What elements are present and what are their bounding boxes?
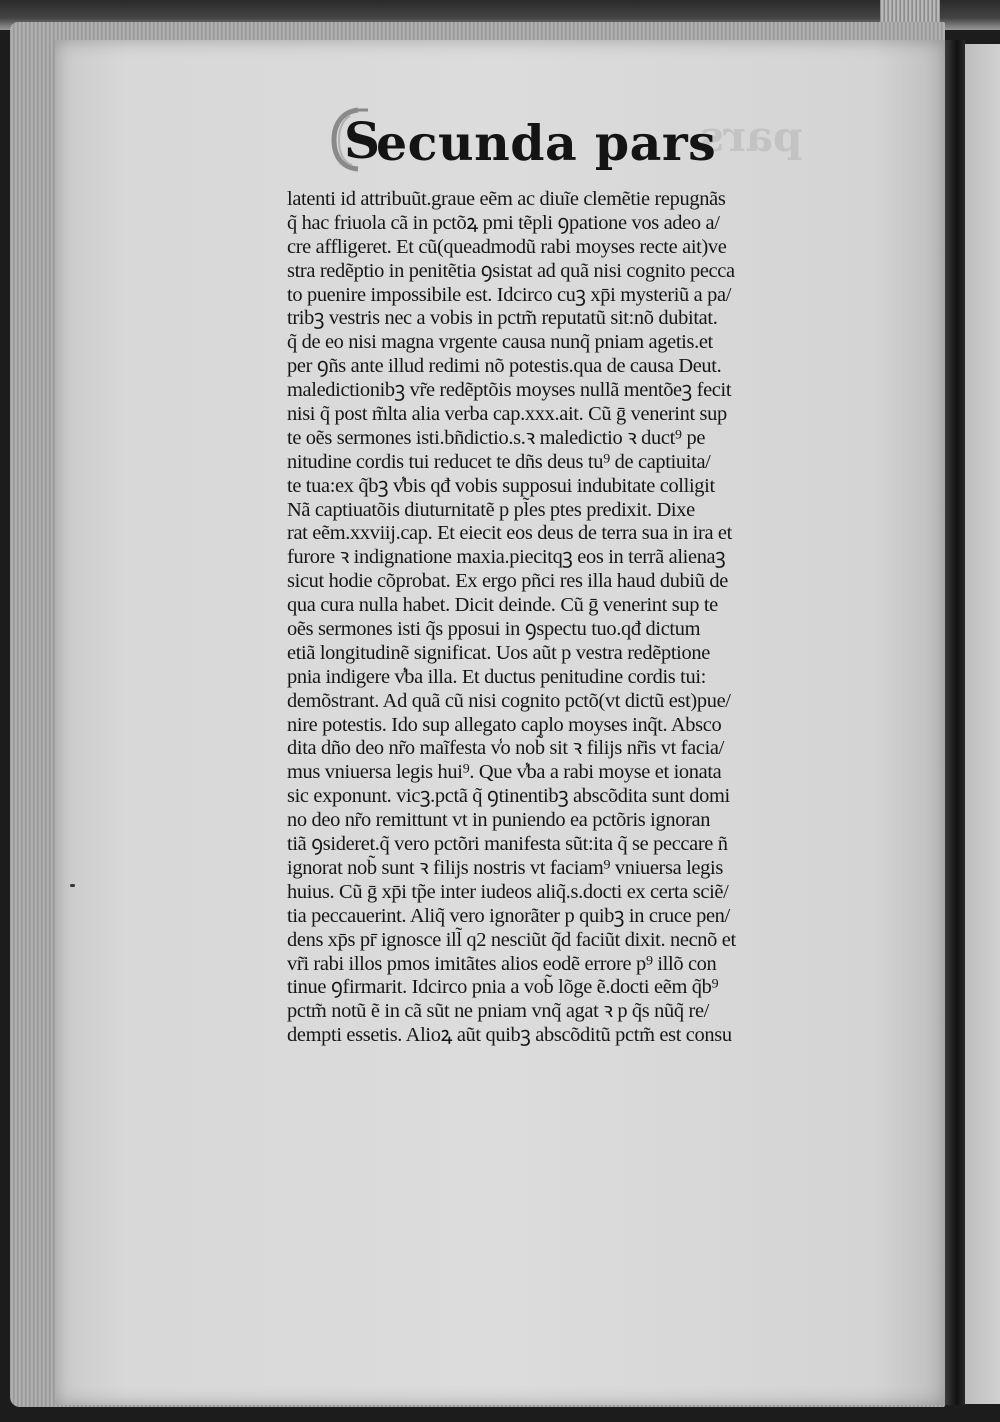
text-line: dita dño deo nr̃o maĩfesta v̾o nob̃ sit ꝛ filijs nr̃is vt facia/ xyxy=(287,737,724,760)
text-line: sicut hodie cõprobat. Ex ergo pñci res illa haud dubiũ de xyxy=(287,570,728,593)
ink-spot xyxy=(70,884,75,887)
text-line: te tua:ex q̃bꝫ v̾bis qđ vobis supposui indubitate colligit xyxy=(287,474,715,497)
text-line: latenti id attribuũt.graue eẽm ac diuĩe clemẽtie repugnãs xyxy=(287,188,726,210)
text-line: q̃ hac friuola cã in pctõꝝ pmi tẽpli ꝯpatione vos adeo a/ xyxy=(287,211,720,234)
text-line: tiã ꝯsideret.q̃ vero pctõri manifesta sũt:ita q̃ se peccare ñ xyxy=(287,833,728,856)
text-line: dens xp̄s pr̄ ignosce ill̃ q2 nesciũt q̃d faciũt dixit. necnõ et xyxy=(287,928,736,951)
text-line: etiã longitudinẽ significat. Uos aũt p vestra redẽptione xyxy=(287,641,710,664)
decorated-initial xyxy=(328,106,381,172)
facing-page-edge xyxy=(965,44,1000,1404)
text-line: pnia indigere v̾ba illa. Et ductus penitudine cordis tui: xyxy=(287,665,707,688)
text-line: pctm̃ notũ ẽ in cã sũt ne pniam vnq̃ agat ꝛ p q̃s nũq̃ re/ xyxy=(287,1000,710,1023)
text-line: ignorat nob̃ sunt ꝛ filijs nostris vt faciam⁹ vniuersa legis xyxy=(287,856,723,879)
text-line: nire potestis. Ido sup allegato caplo moyses inq̃t. Absco xyxy=(287,713,722,736)
text-line: Nã captiuatõis diuturnitatẽ p pl̃es ptes predixit. Dixe xyxy=(287,498,695,521)
text-line: cre affligeret. Et cũ(queadmodũ rabi moyses recte ait)ve xyxy=(287,235,727,258)
text-line: demõstrant. Ad quã cũ nisi cognito pctõ(vt dictũ est)pue/ xyxy=(287,689,731,712)
text-line: no deo nr̃o remittunt vt in puniendo ea pctõris ignoran xyxy=(287,809,711,832)
text-line: stra redẽptio in penitẽtia ꝯsistat ad quã nisi cognito pecca xyxy=(287,259,735,282)
body-text-block xyxy=(287,188,857,1048)
text-line: per ꝯñs ante illud redimi nõ potestis.qua de causa Deut. xyxy=(287,355,722,378)
text-line: q̃ de eo nisi magna vrgente causa nunq̃ pniam agetis.et xyxy=(287,331,713,354)
text-line: nitudine cordis tui reducet te dñs deus tu⁹ de captiuita/ xyxy=(287,450,711,473)
page-heading xyxy=(328,102,716,172)
heading-text: ecunda pars xyxy=(376,114,717,172)
text-line: oẽs sermones isti q̃s pposui in ꝯspectu tuo.qđ dictum xyxy=(287,618,701,641)
text-line: dempti essetis. Alioꝝ aũt quibꝫ abscõditũ pctm̃ est consu xyxy=(287,1024,732,1047)
text-line: rat eẽm.xxviij.cap. Et eiecit eos deus de terra sua in ira et xyxy=(287,522,732,545)
text-line: maledictionibꝫ vr̃e redẽptõis moyses nullã mentõeꝫ fecit xyxy=(287,379,732,402)
book-gutter xyxy=(945,40,965,1405)
text-line: to puenire impossibile est. Idcirco cuꝫ xp̄i mysteriũ a pa/ xyxy=(287,283,732,306)
text-line: mus vniuersa legis hui⁹. Que v̾ba a rabi moyse et ionata xyxy=(287,761,722,784)
text-line: nisi q̃ post m̃lta alia verba cap.xxx.ait. Cũ ḡ venerint sup xyxy=(287,403,727,426)
initial-letter: S xyxy=(344,111,381,170)
text-line: te oẽs sermones isti.bñdictio.s.ꝛ maledictio ꝛ duct⁹ pe xyxy=(287,426,706,449)
text-line: tia peccauerint. Aliq̃ vero ignorãter p quibꝫ in cruce pen/ xyxy=(287,904,730,927)
text-line: sic exponunt. vicꝫ.pctã q̃ ꝯtinentibꝫ abscõdita sunt domi xyxy=(287,785,730,808)
text-line: huius. Cũ ḡ xp̄i tp̃e inter iudeos aliq̃.s.docti ex certa sciẽ/ xyxy=(287,880,729,903)
text-line: qua cura nulla habet. Dicit deinde. Cũ ḡ venerint sup te xyxy=(287,594,718,617)
show-through-ghost: pars xyxy=(700,112,803,161)
text-line: tribꝫ vestris nec a vobis in pctm̃ reputatũ sit:nõ dubitat. xyxy=(287,307,718,330)
text-line: tinue ꝯfirmarit. Idcirco pnia a vob̃ lõge ẽ.docti eẽm q̃b⁹ xyxy=(287,976,719,999)
text-line: vr̃i rabi illos pmos imitãtes alios eodẽ errore p⁹ illõ con xyxy=(287,952,717,975)
text-line: furore ꝛ indignatione maxia.piecitqꝫ eos in terrã alienaꝫ xyxy=(287,546,726,569)
